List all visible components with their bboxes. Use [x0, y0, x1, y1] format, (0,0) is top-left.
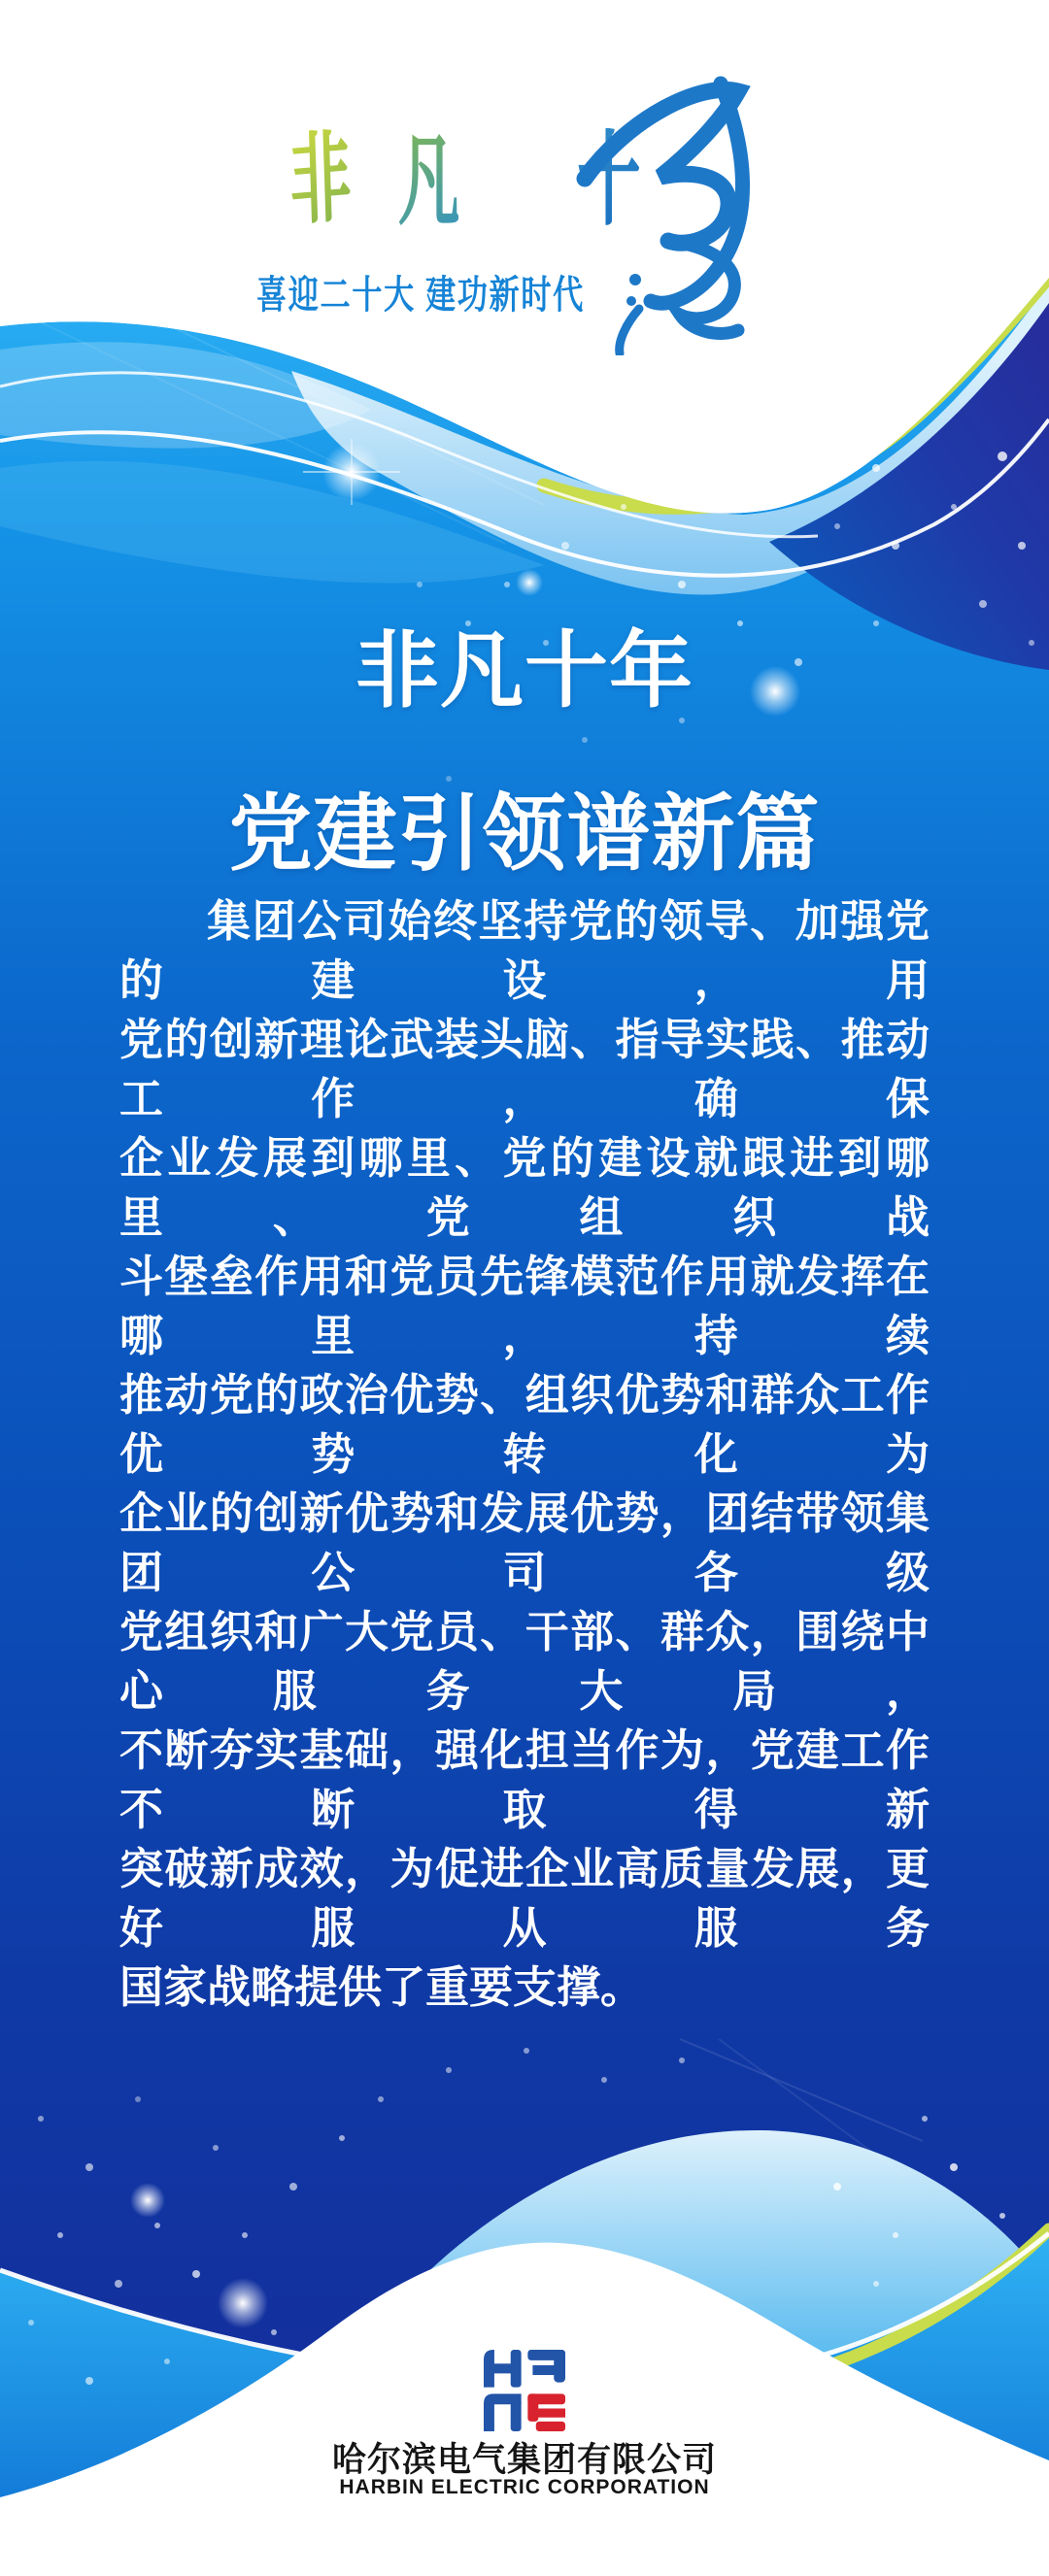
- logo-swirl-nian-character: [575, 64, 764, 355]
- poster-title-line1: 非凡十年: [355, 621, 694, 719]
- company-name-en: HARBIN ELECTRIC CORPORATION: [339, 2476, 710, 2498]
- company-name-zh: 哈尔滨电气集团有限公司: [331, 2441, 717, 2479]
- logo-char-shi: 十: [577, 118, 641, 240]
- body-paragraph: [119, 891, 930, 2017]
- paragraph-line: 斗堡垒作用和党员先锋模范作用就发挥在哪里，持续: [119, 1252, 930, 1360]
- paragraph-line: 企业的创新优势和发展优势，团结带领集团公司各级: [119, 1489, 930, 1597]
- paragraph-line: 突破新成效，为促进企业高质量发展，更好服从服务: [119, 1844, 930, 1953]
- paragraph-line: 国家战略提供了重要支撑。: [119, 1962, 645, 2012]
- paragraph-line: 党的创新理论武装头脑、指导实践、推动工作，确保: [119, 1015, 930, 1123]
- paragraph-line: 企业发展到哪里、党的建设就跟进到哪里、党组织战: [119, 1133, 930, 1242]
- poster-title-line2: 党建引领谱新篇: [228, 785, 821, 883]
- logo-char-fei: 非: [288, 117, 354, 240]
- campaign-slogan: 喜迎二十大 建功新时代: [256, 274, 585, 317]
- paragraph-line: 推动党的政治优势、组织优势和群众工作优势转化为: [119, 1370, 930, 1479]
- paragraph-line: 不断夯实基础，强化担当作为，党建工作不断取得新: [119, 1725, 930, 1834]
- paragraph-line: 党组织和广大党员、干部、群众，围绕中心服务大局，: [119, 1607, 930, 1716]
- paragraph-line: 集团公司始终坚持党的领导、加强党的建设，用: [119, 896, 930, 1005]
- logo-char-fan: 凡: [398, 123, 460, 240]
- hec-logo: [484, 2350, 565, 2431]
